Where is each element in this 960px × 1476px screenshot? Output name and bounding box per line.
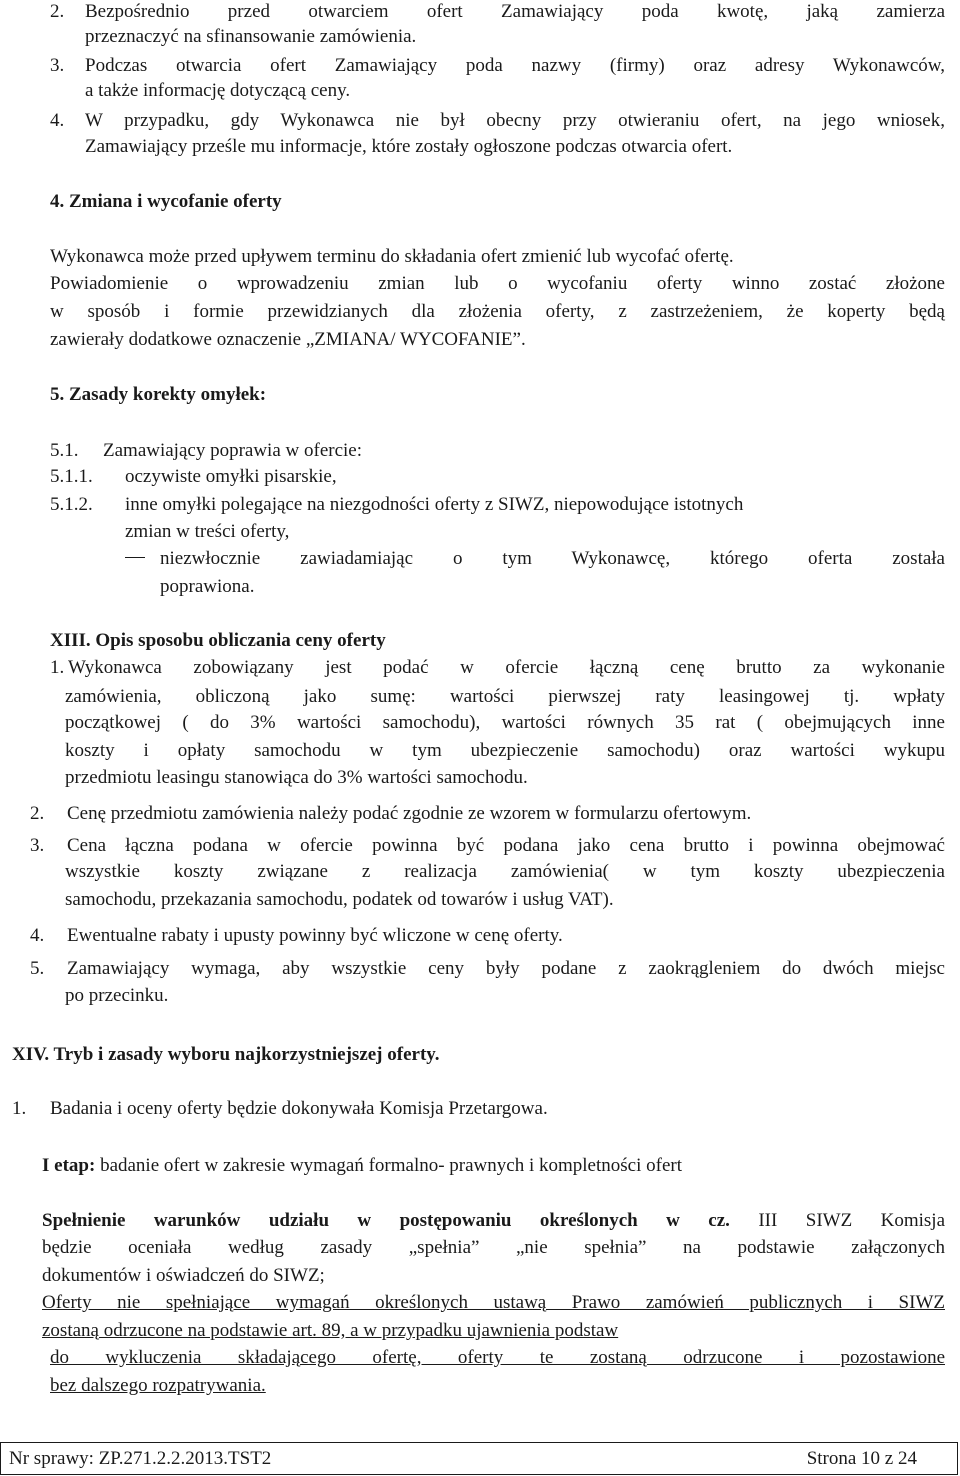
case-number: Nr sprawy: ZP.271.2.2.2013.TST2 (9, 1448, 272, 1469)
paragraph-line: Powiadomienie o wprowadzeniu zmian lub o wycofaniu oferty winno zostać złożone (50, 273, 945, 294)
etap-label: I etap: (42, 1155, 96, 1176)
list-number: 5.1.1. (50, 466, 93, 487)
paragraph-line: a także informację dotyczącą ceny. (85, 80, 351, 101)
page-number: Strona 10 z 24 (806, 1448, 917, 1469)
paragraph-line: Bezpośrednio przed otwarciem ofert Zamawiający poda kwotę, jaką zamierza (85, 1, 945, 22)
paragraph-line: początkowej ( do 3% wartości samochodu), wartości równych 35 rat ( obejmujących inne (65, 712, 945, 733)
paragraph-line: samochodu, przekazania samochodu, podatek od towarów i usług VAT). (65, 889, 614, 910)
paragraph-line: Podczas otwarcia ofert Zamawiający poda nazwy (firmy) oraz adresy Wykonawców, (85, 55, 945, 76)
paragraph-line: wszystkie koszty związane z realizacja zamówienia( w tym koszty ubezpieczenia (65, 861, 945, 882)
list-number: 1. (50, 657, 65, 678)
paragraph-line: inne omyłki polegające na niezgodności oferty z SIWZ, niepowodujące istotnych (125, 494, 744, 515)
paragraph-line: niezwłocznie zawiadamiając o tym Wykonawcę, którego oferta została (160, 548, 945, 569)
paragraph-line: Wykonawca zobowiązany jest podać w ofercie łączną cenę brutto za wykonanie (68, 657, 945, 678)
paragraph-line: zmian w treści oferty, (125, 521, 290, 542)
list-number: 2. (50, 1, 65, 22)
paragraph-line: do wykluczenia składającego ofertę, oferty te zostaną odrzucone i pozostawione (50, 1347, 945, 1368)
list-number: 5.1.2. (50, 494, 93, 515)
paragraph-line: zostaną odrzucone na podstawie art. 89, a w przypadku ujawnienia podstaw (42, 1320, 619, 1341)
paragraph-line: koszty i opłaty samochodu w tym ubezpieczenie samochodu) oraz wartości wykupu (65, 740, 945, 761)
list-number: 3. (50, 55, 65, 76)
section-heading: XIV. Tryb i zasady wyboru najkorzystniejszej oferty. (12, 1044, 440, 1065)
paragraph-line: Badania i oceny oferty będzie dokonywała Komisja Przetargowa. (50, 1098, 548, 1119)
paragraph-line: Oferty nie spełniające wymagań określonych ustawą Prawo zamówień publicznych i SIWZ (42, 1292, 945, 1313)
dash-bullet (125, 557, 145, 558)
list-number: 5.1. (50, 440, 79, 461)
list-number: 3. (30, 835, 45, 856)
paragraph-line (42, 1154, 682, 1178)
paragraph-line: przeznaczyć na sfinansowanie zamówienia. (85, 26, 417, 47)
section-heading: 5. Zasady korekty omyłek: (50, 384, 267, 405)
paragraph-line: w sposób i formie przewidzianych dla złożenia oferty, z zastrzeżeniem, że koperty będą (50, 301, 945, 322)
paragraph-line: przedmiotu leasingu stanowiąca do 3% wartości samochodu. (65, 767, 528, 788)
section-heading: XIII. Opis sposobu obliczania ceny oferty (50, 630, 386, 651)
list-number: 4. (50, 110, 65, 131)
paragraph-line: Cenę przedmiotu zamówienia należy podać zgodnie ze wzorem w formularzu ofertowym. (67, 803, 752, 824)
paragraph-line: będzie oceniała według zasady „spełnia” „nie spełnia” na podstawie załączonych (42, 1237, 945, 1258)
section-heading: 4. Zmiana i wycofanie oferty (50, 191, 282, 212)
paragraph-line: zamówienia, obliczoną jako sumę: wartości pierwszej raty leasingowej tj. wpłaty (65, 686, 945, 707)
paragraph-line: bez dalszego rozpatrywania. (50, 1375, 266, 1396)
paragraph-line: Wykonawca może przed upływem terminu do składania ofert zmienić lub wycofać ofertę. (50, 246, 734, 267)
page-footer (0, 1442, 958, 1475)
paragraph-line: Cena łączna podana w ofercie powinna być podana jako cena brutto i powinna obejmować (67, 835, 945, 856)
conditions-label: Spełnienie warunków udziału w postępowaniu określonych w cz. (42, 1210, 730, 1231)
paragraph-line: Zamawiający wymaga, aby wszystkie ceny były podane z zaokrągleniem do dwóch miejsc (67, 958, 945, 979)
paragraph-line: zawierały dodatkowe oznaczenie „ZMIANA/ WYCOFANIE”. (50, 329, 526, 350)
list-number: 5. (30, 958, 45, 979)
conditions-text: III SIWZ Komisja (729, 1210, 945, 1231)
paragraph-line: oczywiste omyłki pisarskie, (125, 466, 337, 487)
paragraph-line: Zamawiający poprawia w ofercie: (103, 440, 363, 461)
list-number: 4. (30, 925, 45, 946)
etap-text: badanie ofert w zakresie wymagań formalno- prawnych i kompletności ofert (95, 1155, 682, 1176)
list-number: 1. (12, 1098, 27, 1119)
paragraph-line: Zamawiający prześle mu informacje, które zostały ogłoszone podczas otwarcia ofert. (85, 136, 733, 157)
paragraph-line: Ewentualne rabaty i upusty powinny być wliczone w cenę oferty. (67, 925, 563, 946)
paragraph-line (42, 1209, 945, 1233)
paragraph-line: W przypadku, gdy Wykonawca nie był obecny przy otwieraniu ofert, na jego wniosek, (85, 110, 945, 131)
list-number: 2. (30, 803, 45, 824)
paragraph-line: po przecinku. (65, 985, 169, 1006)
paragraph-line: poprawiona. (160, 576, 255, 597)
paragraph-line: dokumentów i oświadczeń do SIWZ; (42, 1265, 325, 1286)
